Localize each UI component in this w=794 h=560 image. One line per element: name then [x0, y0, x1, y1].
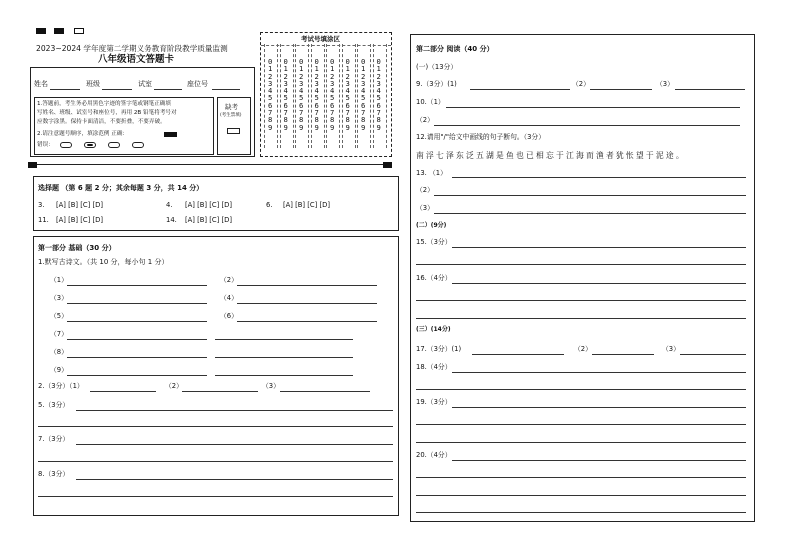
q7-label: 7.（3分） — [38, 435, 70, 443]
exam-number-digit-bubble[interactable]: 8 — [314, 115, 319, 125]
q1-blank-3[interactable] — [67, 303, 207, 304]
q17-blank-3[interactable] — [680, 354, 746, 355]
exam-number-digit-bubble[interactable]: 4 — [283, 86, 288, 96]
q10-label-2: （2） — [416, 116, 434, 124]
divider-marker — [28, 162, 37, 168]
exam-number-digit-bubble[interactable]: 1 — [330, 64, 335, 74]
q13-label-2: （2） — [416, 186, 434, 194]
q1-blank-9-label: （9） — [50, 366, 68, 374]
q9-blank-3[interactable] — [675, 89, 745, 90]
exam-number-digit-column — [346, 58, 350, 131]
q16-label: 16.（4分） — [416, 274, 452, 282]
q20-line-1[interactable] — [452, 460, 746, 461]
exam-number-digit-column — [299, 58, 303, 131]
q17-label-2: （2） — [574, 345, 592, 353]
choice-q14-num: 14. — [166, 216, 177, 224]
q10-label-1: 10.（1） — [416, 98, 445, 106]
sec3-title: (三）(14分) — [416, 326, 451, 333]
instruction-line: 1.答题前，考生务必用黑色字迹的签字笔或钢笔正确填 — [37, 101, 171, 107]
instruction-line: 2.请注意题号顺序，填涂范例 正确： — [37, 131, 129, 137]
divider-marker — [383, 162, 392, 168]
q2-label-2: （2） — [165, 382, 183, 390]
exam-number-digit-bubble[interactable]: 8 — [299, 115, 304, 125]
choice-q3-num: 3. — [38, 201, 45, 209]
exam-number-digit-bubble[interactable]: 3 — [314, 78, 319, 88]
section-divider — [37, 164, 383, 165]
q7-line-2[interactable] — [38, 461, 393, 462]
choice-q11-options[interactable]: [A] [B] [C] [D] — [56, 216, 103, 224]
exam-number-digit-bubble[interactable]: 6 — [330, 100, 335, 110]
q16-line-2[interactable] — [416, 300, 746, 301]
wrong-dash-bubble — [108, 142, 120, 148]
q1-blank-7a[interactable] — [67, 339, 207, 340]
exam-number-digit-bubble[interactable]: 6 — [361, 100, 366, 110]
exam-number-digit-column — [268, 58, 272, 131]
exam-number-digit-bubble[interactable]: 1 — [283, 64, 288, 74]
exam-number-digit-bubble[interactable]: 2 — [330, 71, 335, 81]
choice-q4-num: 4. — [166, 201, 173, 209]
exam-number-digit-bubble[interactable]: 6 — [314, 100, 319, 110]
exam-number-digit-bubble[interactable]: 2 — [314, 71, 319, 81]
exam-number-digit-bubble[interactable]: 4 — [299, 86, 304, 96]
wrong-cross-bubble — [132, 142, 144, 148]
choice-q14-options[interactable]: [A] [B] [C] [D] — [185, 216, 232, 224]
q2-label-3: （3） — [262, 382, 280, 390]
exam-number-digit-bubble[interactable]: 6 — [345, 100, 350, 110]
room-label: 试室 — [138, 80, 152, 88]
exam-number-digit-bubble[interactable]: 6 — [268, 100, 273, 110]
q18-line-2[interactable] — [416, 389, 746, 390]
q1-blank-9a[interactable] — [67, 375, 207, 376]
absent-bubble[interactable] — [227, 128, 240, 134]
q17-label-1: 17.（3分）(1) — [416, 345, 462, 353]
q10-blank-2[interactable] — [434, 125, 740, 126]
exam-number-title: 考试号填涂区 — [301, 35, 340, 43]
choice-q6-num: 6. — [266, 201, 273, 209]
exam-number-digit-bubble[interactable]: 9 — [283, 122, 288, 132]
q2-blank-3[interactable] — [280, 391, 370, 392]
q1-blank-8b[interactable] — [215, 357, 353, 358]
q1-blank-6-label: （6） — [220, 312, 238, 320]
exam-number-digit-column — [361, 58, 365, 131]
absent-sub: (考生禁填) — [220, 113, 242, 118]
q8-label: 8.（3分） — [38, 470, 70, 478]
q2-label-1: 2.（3分）（1） — [38, 382, 84, 390]
exam-number-digit-bubble[interactable]: 7 — [345, 108, 350, 118]
exam-number-digit-bubble[interactable]: 0 — [345, 57, 350, 66]
exam-number-digit-bubble[interactable]: 9 — [299, 122, 304, 132]
part1-box — [33, 236, 399, 516]
q9-blank-1[interactable] — [470, 89, 570, 90]
exam-number-digit-bubble[interactable]: 1 — [361, 64, 366, 74]
exam-number-digit-bubble[interactable]: 2 — [299, 71, 304, 81]
q9-blank-2[interactable] — [590, 89, 652, 90]
q5-line-1[interactable] — [76, 410, 393, 411]
q18-label: 18.（4分） — [416, 363, 452, 371]
q1-prompt: 1.默写古诗文。（共 10 分，每小句 1 分） — [38, 258, 169, 266]
exam-number-digit-bubble[interactable]: 9 — [376, 122, 381, 132]
exam-number-digit-bubble[interactable]: 5 — [345, 93, 350, 103]
q17-label-3: （3） — [662, 345, 680, 353]
q5-label: 5.（3分） — [38, 401, 70, 409]
q12-sentence[interactable]: 南浮七泽东泛五湖是鱼也已相忘于江海而渔者犹怅望于泥途。 — [416, 151, 686, 160]
exam-title: 2023~2024 学年度第二学期义务教育阶段教学质量监测 — [36, 44, 228, 53]
exam-number-digit-bubble[interactable]: 9 — [345, 122, 350, 132]
q1-blank-1-label: （1） — [50, 276, 68, 284]
exam-number-digit-bubble[interactable]: 3 — [299, 78, 304, 88]
part1-title: 第一部分 基础（30 分） — [38, 244, 116, 252]
exam-number-digit-bubble[interactable]: 3 — [376, 78, 381, 88]
exam-number-digit-bubble[interactable]: 0 — [330, 57, 335, 66]
q8-line-1[interactable] — [76, 479, 393, 480]
exam-number-digit-bubble[interactable]: 0 — [283, 57, 288, 66]
correct-fill-example — [164, 132, 177, 137]
choice-q6-options[interactable]: [A] [B] [C] [D] — [283, 201, 330, 209]
choice-q11-num: 11. — [38, 216, 49, 224]
exam-number-digit-bubble[interactable]: 8 — [376, 115, 381, 125]
q13-label-1: 13. （1） — [416, 169, 447, 177]
class-field[interactable] — [102, 89, 132, 90]
exam-number-digit-bubble[interactable]: 9 — [330, 122, 335, 132]
wrong-check-bubble — [60, 142, 72, 148]
exam-number-digit-bubble[interactable]: 5 — [361, 93, 366, 103]
exam-number-digit-bubble[interactable]: 5 — [314, 93, 319, 103]
exam-number-digit-bubble[interactable]: 5 — [283, 93, 288, 103]
part2-title: 第二部分 阅读（40 分） — [416, 45, 494, 53]
room-field[interactable] — [154, 89, 182, 90]
q1-blank-7b[interactable] — [215, 339, 353, 340]
exam-number-digit-bubble[interactable]: 6 — [283, 100, 288, 110]
exam-number-digit-bubble[interactable]: 9 — [314, 122, 319, 132]
seat-label: 座位号 — [187, 80, 208, 88]
exam-number-digit-bubble[interactable]: 4 — [314, 86, 319, 96]
exam-number-digit-bubble[interactable]: 3 — [345, 78, 350, 88]
timing-mark — [36, 28, 46, 34]
exam-number-digit-bubble[interactable]: 4 — [376, 86, 381, 96]
q20-line-4[interactable] — [416, 512, 746, 513]
q1-blank-3-label: （3） — [50, 294, 68, 302]
timing-mark-empty — [74, 28, 84, 34]
exam-number-digit-bubble[interactable]: 4 — [268, 86, 273, 96]
exam-number-digit-bubble[interactable]: 2 — [361, 71, 366, 81]
exam-number-digit-bubble[interactable]: 2 — [376, 71, 381, 81]
exam-number-digit-bubble[interactable]: 1 — [314, 64, 319, 74]
q15-line-2[interactable] — [416, 264, 746, 265]
choice-title: 选择题 （第 6 题 2 分；其余每题 3 分，共 14 分） — [38, 184, 204, 192]
q1-blank-1[interactable] — [67, 285, 207, 286]
q13-blank-1[interactable] — [452, 177, 746, 178]
exam-number-digit-bubble[interactable]: 7 — [299, 108, 304, 118]
q12-prompt: 12.请用"/"给文中画线的句子断句。（3分） — [416, 133, 546, 141]
seat-field[interactable] — [212, 89, 240, 90]
exam-number-digit-bubble[interactable]: 0 — [314, 57, 319, 66]
q2-blank-1[interactable] — [90, 391, 156, 392]
q1-blank-5-label: （5） — [50, 312, 68, 320]
card-title: 八年级语文答题卡 — [98, 54, 175, 65]
q1-blank-5[interactable] — [67, 321, 207, 322]
instruction-line: 应数字涂黑。保持卡面清洁，不要折叠，不要弄破。 — [37, 119, 166, 125]
exam-number-digit-bubble[interactable]: 8 — [330, 115, 335, 125]
q20-line-3[interactable] — [416, 495, 746, 496]
q1-blank-4-label: （4） — [220, 294, 238, 302]
exam-number-digit-bubble[interactable]: 7 — [376, 108, 381, 118]
exam-number-digit-column — [330, 58, 334, 131]
exam-number-digit-bubble[interactable]: 1 — [299, 64, 304, 74]
q20-label: 20.（4分） — [416, 451, 452, 459]
q19-line-3[interactable] — [416, 442, 746, 443]
exam-number-digit-column — [315, 58, 319, 131]
q7-line-1[interactable] — [76, 444, 393, 445]
exam-number-digit-bubble[interactable]: 5 — [376, 93, 381, 103]
exam-number-digit-bubble[interactable]: 2 — [345, 71, 350, 81]
exam-number-digit-bubble[interactable]: 0 — [299, 57, 304, 66]
q1-blank-8a[interactable] — [67, 357, 207, 358]
exam-number-digit-bubble[interactable]: 3 — [330, 78, 335, 88]
exam-number-digit-column — [284, 58, 288, 131]
q20-line-2[interactable] — [416, 477, 746, 478]
q2-blank-2[interactable] — [182, 391, 258, 392]
q9-label-2: （2） — [572, 80, 590, 88]
q19-label: 19.（3分） — [416, 398, 452, 406]
sec2-title: (二）(9分) — [416, 222, 447, 229]
exam-number-digit-bubble[interactable]: 5 — [330, 93, 335, 103]
q8-line-2[interactable] — [38, 496, 393, 497]
q9-label-3: （3） — [656, 80, 674, 88]
class-label: 班级 — [86, 80, 100, 88]
exam-number-digit-bubble[interactable]: 6 — [376, 100, 381, 110]
q15-label: 15.（3分） — [416, 238, 452, 246]
sec1-title: (一)（13分） — [416, 63, 458, 71]
timing-mark — [54, 28, 64, 34]
wrong-examples — [60, 141, 144, 148]
q19-line-1[interactable] — [452, 407, 746, 408]
exam-number-digit-bubble[interactable]: 7 — [330, 108, 335, 118]
exam-number-digit-bubble[interactable]: 4 — [330, 86, 335, 96]
exam-number-digit-bubble[interactable]: 2 — [268, 71, 273, 81]
q1-blank-7-label: （7） — [50, 330, 68, 338]
q1-blank-4[interactable] — [237, 303, 377, 304]
exam-number-digit-bubble[interactable]: 7 — [268, 108, 273, 118]
absent-label: 缺考 — [225, 103, 238, 111]
exam-number-digit-bubble[interactable]: 2 — [283, 71, 288, 81]
exam-number-digit-bubble[interactable]: 8 — [268, 115, 273, 125]
exam-number-digit-bubble[interactable]: 3 — [283, 78, 288, 88]
exam-number-digit-bubble[interactable]: 7 — [314, 108, 319, 118]
q5-line-2[interactable] — [38, 426, 393, 427]
instruction-line: 写姓名、班级、试室号和座位号，再用 2B 铅笔将考号对 — [37, 110, 177, 116]
q1-blank-2-label: （2） — [220, 276, 238, 284]
q9-label-1: 9.（3分）(1) — [416, 80, 457, 88]
exam-number-digit-bubble[interactable]: 5 — [299, 93, 304, 103]
q1-blank-2[interactable] — [237, 285, 377, 286]
exam-number-digit-bubble[interactable]: 0 — [361, 57, 366, 66]
choice-q4-options[interactable]: [A] [B] [C] [D] — [185, 201, 232, 209]
exam-number-digit-bubble[interactable]: 3 — [268, 78, 273, 88]
q1-blank-8-label: （8） — [50, 348, 68, 356]
q10-blank-1[interactable] — [446, 107, 740, 108]
exam-number-digit-bubble[interactable]: 8 — [283, 115, 288, 125]
choice-q3-options[interactable]: [A] [B] [C] [D] — [56, 201, 103, 209]
exam-number-digit-column — [377, 58, 381, 131]
q13-blank-2[interactable] — [434, 195, 746, 196]
name-label: 姓名 — [34, 80, 48, 88]
exam-number-digit-bubble[interactable]: 8 — [345, 115, 350, 125]
exam-number-digit-bubble[interactable]: 1 — [345, 64, 350, 74]
exam-number-digit-bubble[interactable]: 4 — [345, 86, 350, 96]
q1-blank-9b[interactable] — [215, 375, 353, 376]
exam-number-digit-bubble[interactable]: 0 — [268, 57, 273, 66]
q16-line-1[interactable] — [452, 283, 746, 284]
q1-blank-6[interactable] — [237, 321, 377, 322]
q19-line-2[interactable] — [416, 424, 746, 425]
exam-number-digit-bubble[interactable]: 6 — [299, 100, 304, 110]
q17-blank-2[interactable] — [592, 354, 654, 355]
exam-number-digit-bubble[interactable]: 9 — [268, 122, 273, 132]
exam-number-digit-bubble[interactable]: 1 — [376, 64, 381, 74]
wrong-dot-bubble — [84, 142, 96, 148]
exam-number-digit-bubble[interactable]: 7 — [361, 108, 366, 118]
exam-number-digit-bubble[interactable]: 4 — [361, 86, 366, 96]
q16-line-3[interactable] — [416, 318, 746, 319]
wrong-label: 错误： — [37, 142, 54, 148]
exam-number-digit-bubble[interactable]: 5 — [268, 93, 273, 103]
q17-blank-1[interactable] — [472, 354, 564, 355]
q13-label-3: （3） — [416, 204, 434, 212]
exam-number-digit-bubble[interactable]: 3 — [361, 78, 366, 88]
q18-line-1[interactable] — [452, 372, 746, 373]
q13-blank-3[interactable] — [434, 213, 746, 214]
exam-number-digit-bubble[interactable]: 9 — [361, 122, 366, 132]
exam-number-digit-bubble[interactable]: 8 — [361, 115, 366, 125]
exam-number-digit-bubble[interactable]: 0 — [376, 57, 381, 66]
exam-number-digit-bubble[interactable]: 1 — [268, 64, 273, 74]
exam-number-digit-bubble[interactable]: 7 — [283, 108, 288, 118]
name-field[interactable] — [50, 89, 80, 90]
q15-line-1[interactable] — [452, 247, 746, 248]
